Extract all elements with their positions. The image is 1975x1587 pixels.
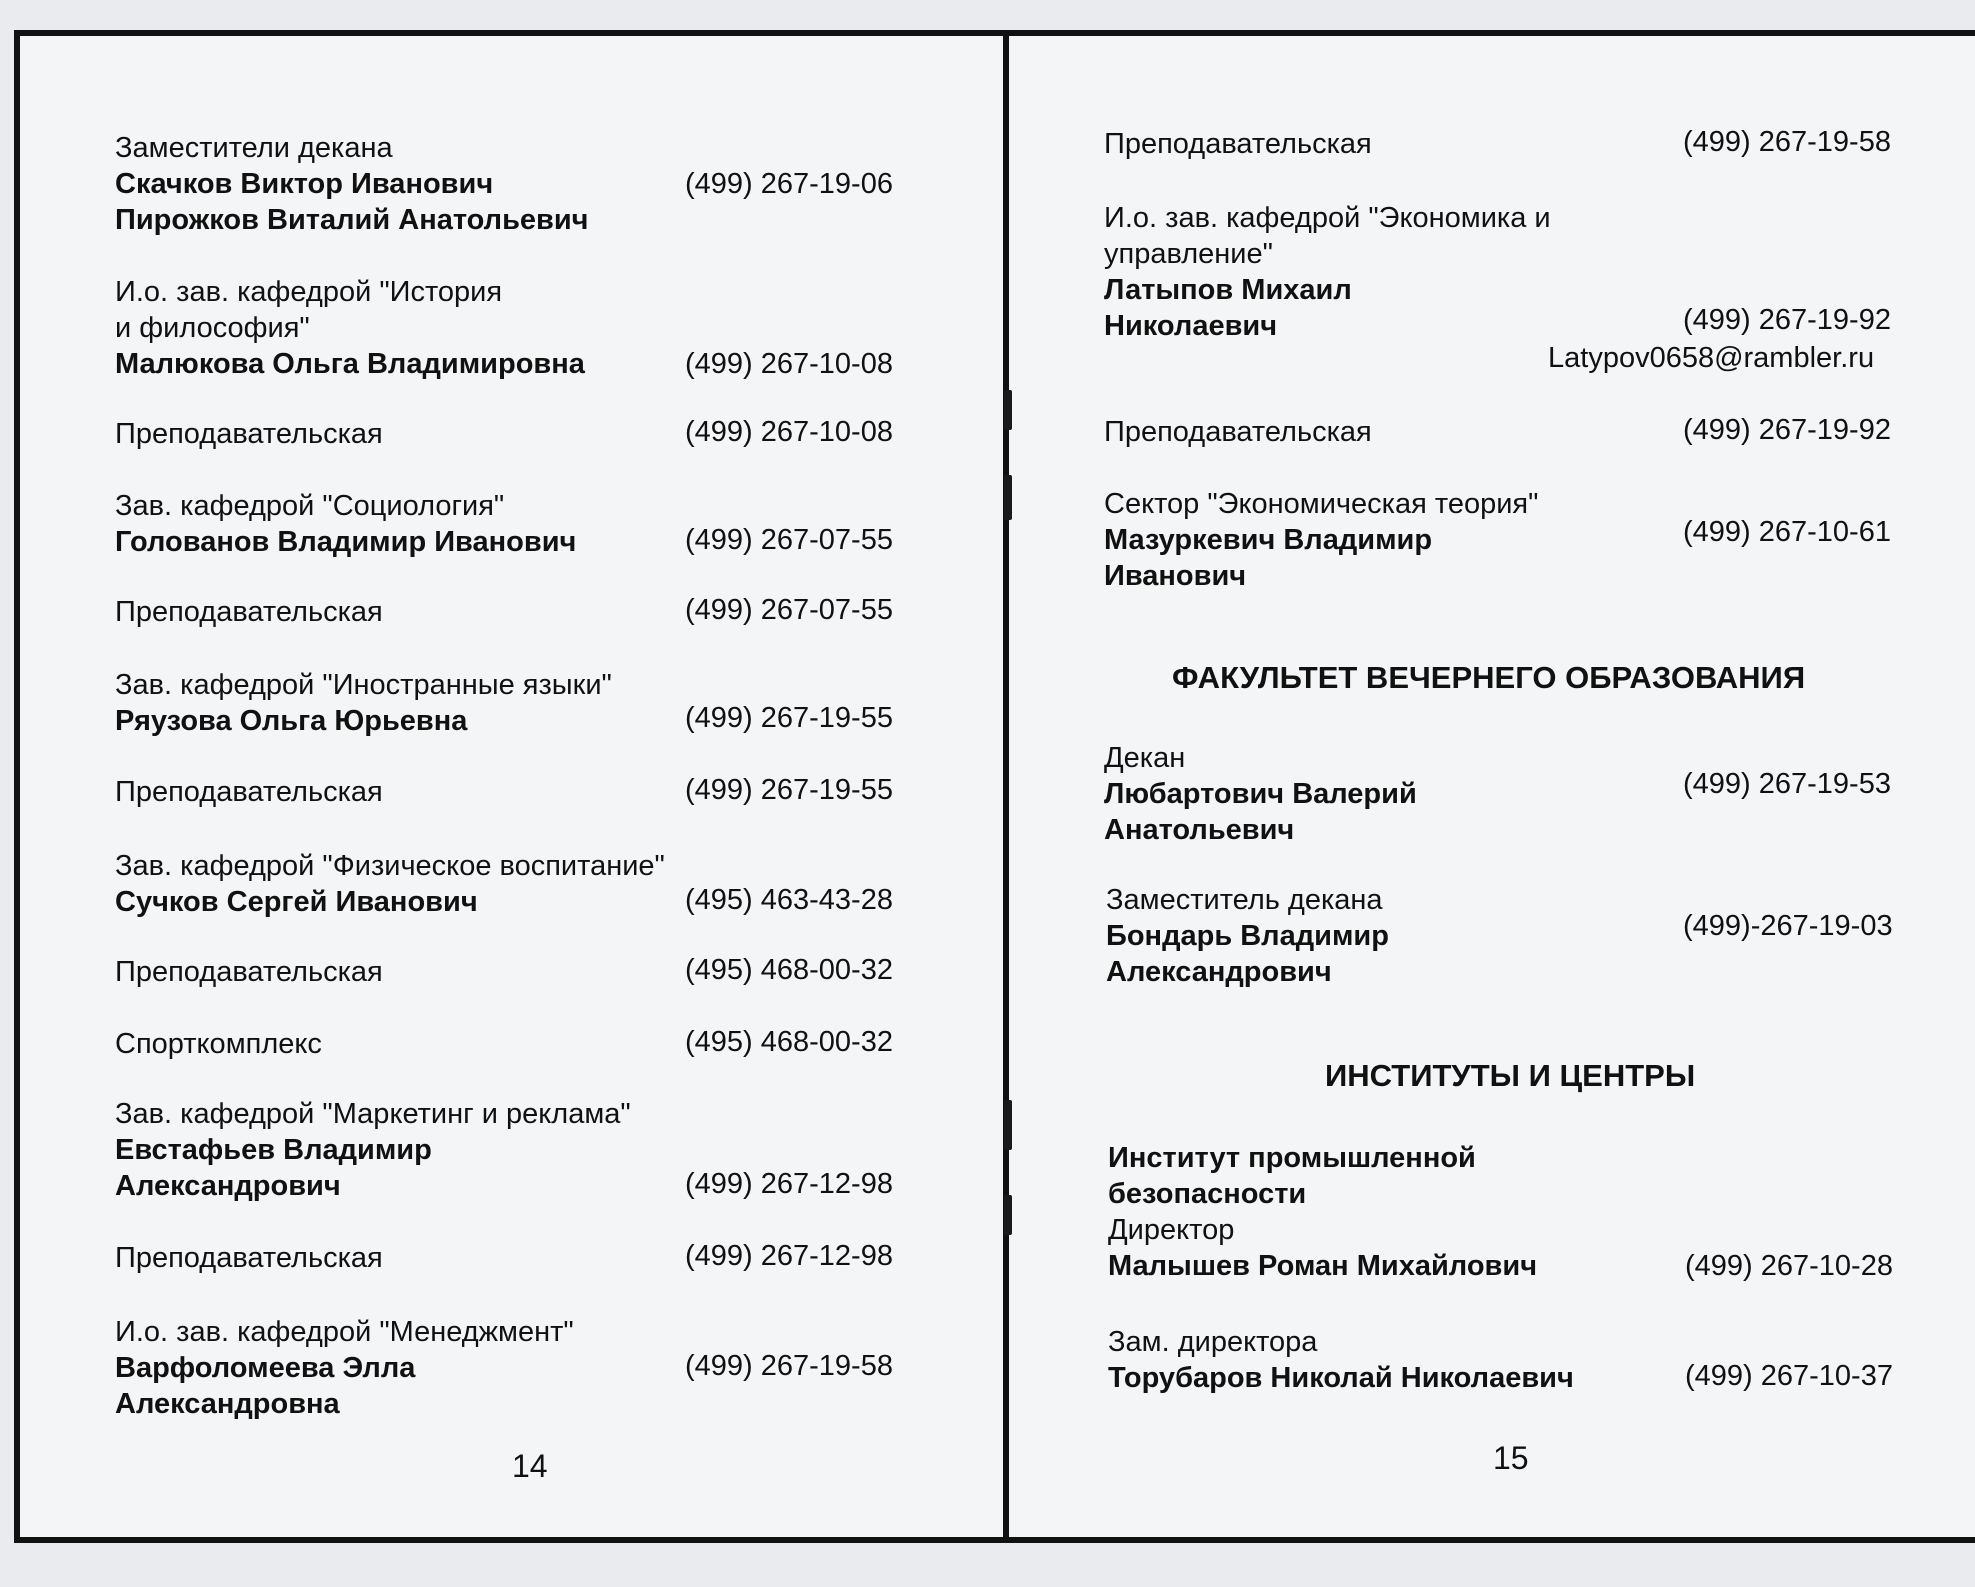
entry-management (115, 1314, 574, 1422)
entry-staff-room (115, 774, 383, 810)
entry-phone: (499) 267-19-55 (685, 702, 893, 734)
entry-phone: (499) 267-19-58 (685, 1350, 893, 1382)
entry-economic-theory (1104, 486, 1538, 594)
entry-name: Институт промышленной (1108, 1142, 1476, 1174)
page-number: 14 (512, 1448, 548, 1484)
entry-deputy-director (1108, 1324, 1574, 1396)
entry-phone: (499) 267-12-98 (685, 1240, 893, 1272)
entry-name: Малышев Роман Михайлович (1108, 1250, 1538, 1282)
entry-name: Бондарь Владимир (1106, 920, 1389, 952)
entry-email: Latypov0658@rambler.ru (1548, 342, 1875, 374)
entry-name: Александровна (115, 1388, 340, 1420)
entry-title: Зав. кафедрой "Маркетинг и реклама" (115, 1098, 631, 1130)
entry-name: Анатольевич (1104, 814, 1295, 846)
entry-phone: (499) 267-10-61 (1683, 516, 1891, 548)
entry-staff-room (1104, 126, 1372, 162)
entry-physical-education (115, 848, 665, 920)
entry-phone: (499) 267-19-58 (1683, 126, 1891, 158)
entry-phone: (495) 463-43-28 (685, 884, 893, 916)
entry-phone: (499) 267-19-92 (1683, 414, 1891, 446)
entry-title: Заместители декана (115, 132, 393, 164)
entry-phone: (499) 267-07-55 (685, 594, 893, 626)
entry-phone: (499) 267-19-06 (685, 168, 893, 200)
entry-staff-room (1104, 414, 1372, 450)
entry-name: безопасности (1108, 1178, 1307, 1210)
entry-name: Николаевич (1104, 310, 1278, 342)
entry-title: Зав. кафедрой "Физическое воспитание" (115, 850, 665, 882)
entry-name: Иванович (1104, 560, 1247, 592)
entry-staff-room (115, 1240, 383, 1276)
entry-foreign-languages (115, 667, 612, 739)
entry-name: Торубаров Николай Николаевич (1108, 1362, 1574, 1394)
entry-title: Преподавательская (1104, 416, 1372, 448)
heading-evening-faculty: ФАКУЛЬТЕТ ВЕЧЕРНЕГО ОБРАЗОВАНИЯ (1172, 660, 1806, 695)
entry-phone: (499) 267-10-08 (685, 416, 893, 448)
entry-title: Преподавательская (115, 1242, 383, 1274)
entry-title: Зам. директора (1108, 1326, 1318, 1358)
entry-phone: (499)-267-19-03 (1683, 910, 1893, 942)
entry-history-philosophy (115, 274, 585, 382)
entry-sports-complex (115, 1026, 322, 1062)
entry-deputy-dean (1106, 882, 1389, 990)
heading-institutes: ИНСТИТУТЫ И ЦЕНТРЫ (1325, 1058, 1696, 1093)
entry-name: Скачков Виктор Иванович (115, 168, 494, 200)
entry-name: Александрович (1106, 956, 1332, 988)
entry-title: и философия" (115, 312, 310, 344)
entry-title: Декан (1104, 742, 1186, 774)
entry-staff-room (115, 416, 383, 452)
entry-title: Заместитель декана (1106, 884, 1383, 916)
entry-phone: (499) 267-19-55 (685, 774, 893, 806)
page-15 (1009, 30, 1975, 1543)
entry-staff-room (115, 954, 383, 990)
entry-title: Преподавательская (115, 596, 383, 628)
entry-title: И.о. зав. кафедрой "Менеджмент" (115, 1316, 574, 1348)
entry-name: Александрович (115, 1170, 341, 1202)
page-14 (20, 30, 1003, 1543)
entry-phone: (499) 267-07-55 (685, 524, 893, 556)
entry-name: Евстафьев Владимир (115, 1134, 432, 1166)
entry-staff-room (115, 594, 383, 630)
entry-name: Любартович Валерий (1104, 778, 1417, 810)
entry-phone: (495) 468-00-32 (685, 954, 893, 986)
entry-phone: (499) 267-12-98 (685, 1168, 893, 1200)
entry-title: Преподавательская (115, 956, 383, 988)
entry-name: Мазуркевич Владимир (1104, 524, 1433, 556)
entry-title: Спорткомплекс (115, 1028, 322, 1060)
entry-title: Директор (1108, 1214, 1235, 1246)
entry-name: Ряузова Ольга Юрьевна (115, 705, 468, 737)
entry-phone: (495) 468-00-32 (685, 1026, 893, 1058)
entry-sociology (115, 488, 576, 560)
entry-name: Сучков Сергей Иванович (115, 886, 478, 918)
entry-phone: (499) 267-10-37 (1685, 1360, 1893, 1392)
entry-phone: (499) 267-10-28 (1685, 1250, 1893, 1282)
entry-name: Голованов Владимир Иванович (115, 526, 577, 558)
entry-title: Зав. кафедрой "Социология" (115, 490, 505, 522)
entry-title: И.о. зав. кафедрой "История (115, 276, 503, 308)
entry-deputy-deans (115, 130, 589, 238)
entry-phone: (499) 267-19-92 (1683, 304, 1891, 336)
entry-name: Малюкова Ольга Владимировна (115, 348, 585, 380)
entry-industrial-safety-institute (1108, 1140, 1476, 1212)
entry-title: И.о. зав. кафедрой "Экономика и (1104, 202, 1551, 234)
entry-phone: (499) 267-10-08 (685, 348, 893, 380)
entry-title: управление" (1104, 238, 1273, 270)
entry-title: Преподавательская (115, 776, 383, 808)
entry-name: Пирожков Виталий Анатольевич (115, 204, 589, 236)
entry-title: Сектор "Экономическая теория" (1104, 488, 1539, 520)
entry-dean (1104, 740, 1417, 848)
page-number: 15 (1493, 1440, 1529, 1476)
entry-title: Преподавательская (115, 418, 383, 450)
entry-title: Зав. кафедрой "Иностранные языки" (115, 669, 612, 701)
entry-marketing (115, 1096, 631, 1204)
entry-phone: (499) 267-19-53 (1683, 768, 1891, 800)
entry-economics-management (1104, 200, 1551, 344)
entry-name: Варфоломеева Элла (115, 1352, 416, 1384)
entry-name: Латыпов Михаил (1104, 274, 1352, 306)
entry-director (1108, 1212, 1537, 1284)
entry-title: Преподавательская (1104, 128, 1372, 160)
